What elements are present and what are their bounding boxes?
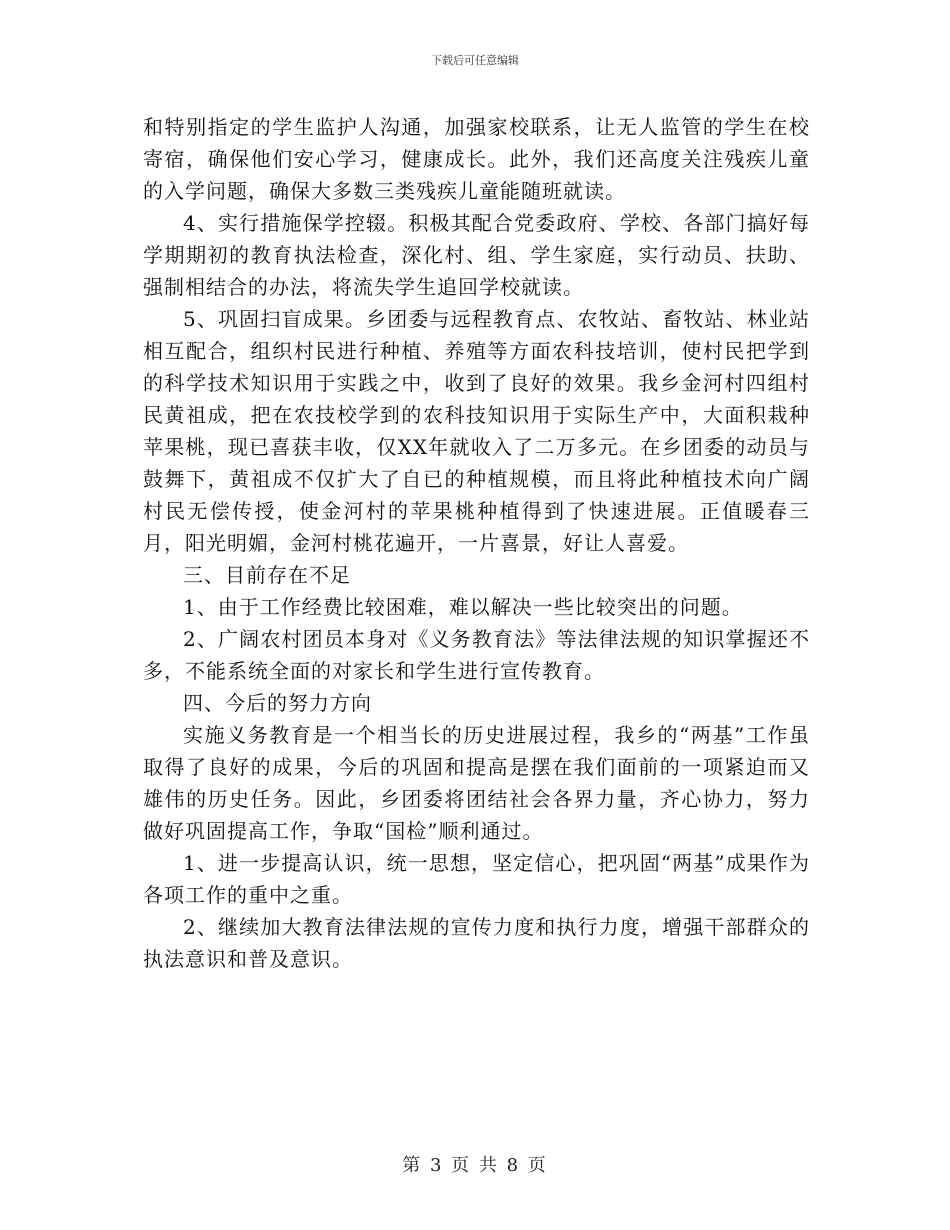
page-number-footer: 第 3 页 共 8 页 xyxy=(402,1155,548,1176)
paragraph-direction-1: 1、进一步提高认识，统一思想，坚定信心，把巩固“两基”成果作为各项工作的重中之重。 xyxy=(143,851,810,907)
section-heading-3: 三、目前存在不足 xyxy=(183,563,351,587)
paragraph-shortcoming-2: 2、广阔农村团员本身对《义务教育法》等法律法规的知识掌握还不多，不能系统全面的对家长和学生进行宣传教育。 xyxy=(143,627,810,683)
section-heading-4: 四、今后的努力方向 xyxy=(183,691,372,715)
document-body xyxy=(143,111,810,975)
paragraph-shortcoming-1: 1、由于工作经费比较困难，难以解决一些比较突出的问题。 xyxy=(183,595,743,619)
paragraph-direction-2: 2、继续加大教育法律法规的宣传力度和执行力度，增强干部群众的执法意识和普及意识。 xyxy=(143,915,810,971)
page-header-note: 下载后可任意编辑 xyxy=(431,54,519,67)
paragraph-item-4: 4、实行措施保学控辍。积极其配合党委政府、学校、各部门搞好每学期期初的教育执法检查，深化村、组、学生家庭，实行动员、扶助、强制相结合的办法，将流失学生追回学校就读。 xyxy=(143,211,810,299)
paragraph-item-5: 5、巩固扫盲成果。乡团委与远程教育点、农牧站、畜牧站、林业站相互配合，组织村民进行种植、养殖等方面农科技培训，使村民把学到的科学技术知识用于实践之中，收到了良好的效果。我乡金河村四组村民黄祖成，把在农技校学到的农科技知识用于实际生产中，大面积栽种苹果桃，现已喜获丰收，仅XX年就收入了二万多元。在乡团委的动员与鼓舞下，黄祖成不仅扩大了自已的种植规模，而且将此种植技术向广阔村民无偿传授，使金河村的苹果桃种植得到了快速进展。正值暖春三月，阳光明媚，金河村桃花遍开，一片喜景，好让人喜爱。 xyxy=(143,307,810,555)
paragraph-direction-intro: 实施义务教育是一个相当长的历史进展过程，我乡的“两基”工作虽取得了良好的成果，今后的巩固和提高是摆在我们面前的一项紧迫而又雄伟的历史任务。因此，乡团委将团结社会各界力量，齐心协力，努力做好巩固提高工作，争取“国检”顺利通过。 xyxy=(143,723,810,843)
paragraph-continuation: 和特别指定的学生监护人沟通，加强家校联系，让无人监管的学生在校寄宿，确保他们安心学习，健康成长。此外，我们还高度关注残疾儿童的入学问题，确保大多数三类残疾儿童能随班就读。 xyxy=(143,115,810,203)
